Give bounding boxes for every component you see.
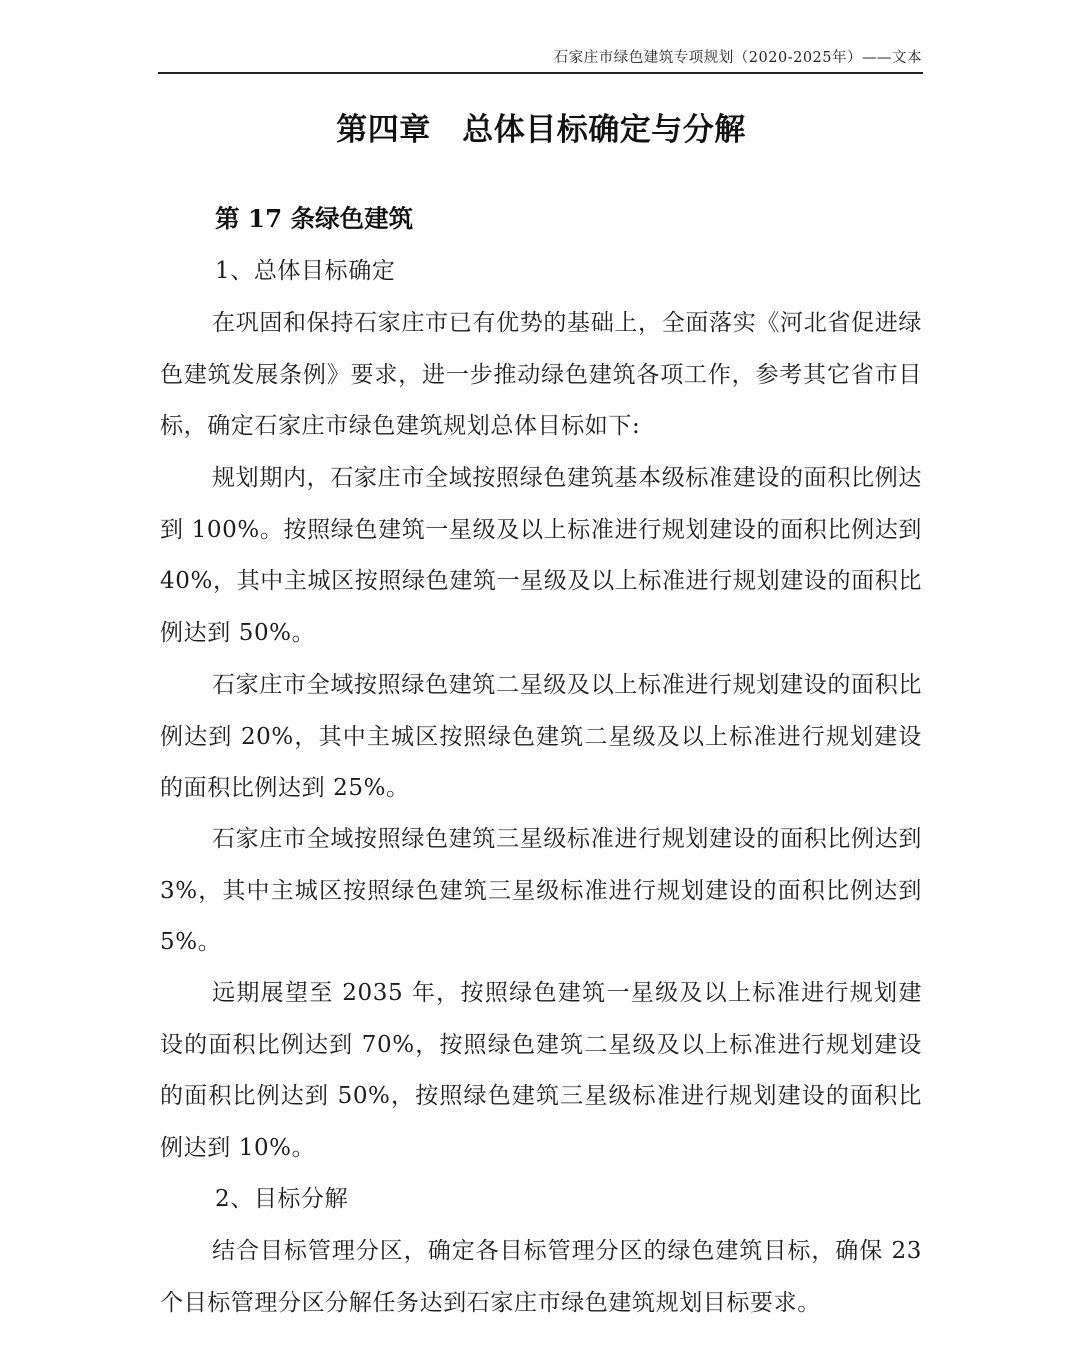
- chapter-title: 第四章 总体目标确定与分解: [336, 112, 746, 148]
- paragraph-three-star-target: 石家庄市全域按照绿色建筑三星级标准进行规划建设的面积比例达到 3%，其中主城区按照绿色建筑三星级标准进行规划建设的面积比例达到 5%。: [160, 826, 922, 956]
- section-heading-overall-goal: 1、总体目标确定: [215, 258, 396, 284]
- paragraph-2035-outlook: 远期展望至 2035 年，按照绿色建筑一星级及以上标准进行规划建设的面积比例达到 70%，按照绿色建筑二星级及以上标准进行规划建设的面积比例达到 50%，按照绿色建筑三星级标准进行规划建设的面积比例达到 10%。: [160, 980, 922, 1162]
- paragraph-basic-level-target: 规划期内，石家庄市全域按照绿色建筑基本级标准建设的面积比例达到 100%。按照绿色建筑一星级及以上标准进行规划建设的面积比例达到 40%，其中主城区按照绿色建筑一星级及以上标准进行规划建设的面积比例达到 50%。: [160, 465, 922, 647]
- running-header: 石家庄市绿色建筑专项规划（2020-2025年）——文本: [553, 50, 922, 66]
- paragraph-intro: 在巩固和保持石家庄市已有优势的基础上，全面落实《河北省促进绿色建筑发展条例》要求，进一步推动绿色建筑各项工作，参考其它省市目标，确定石家庄市绿色建筑规划总体目标如下:: [160, 310, 922, 440]
- section-heading-goal-decomposition: 2、目标分解: [215, 1186, 349, 1212]
- paragraph-decomposition: 结合目标管理分区，确定各目标管理分区的绿色建筑目标，确保 23 个目标管理分区分解任务达到石家庄市绿色建筑规划目标要求。: [160, 1238, 922, 1316]
- paragraph-two-star-target: 石家庄市全域按照绿色建筑二星级及以上标准进行规划建设的面积比例达到 20%，其中主城区按照绿色建筑二星级及以上标准进行规划建设的面积比例达到 25%。: [160, 672, 922, 802]
- header-divider: [158, 72, 923, 74]
- article-title: 第 17 条绿色建筑: [215, 204, 414, 233]
